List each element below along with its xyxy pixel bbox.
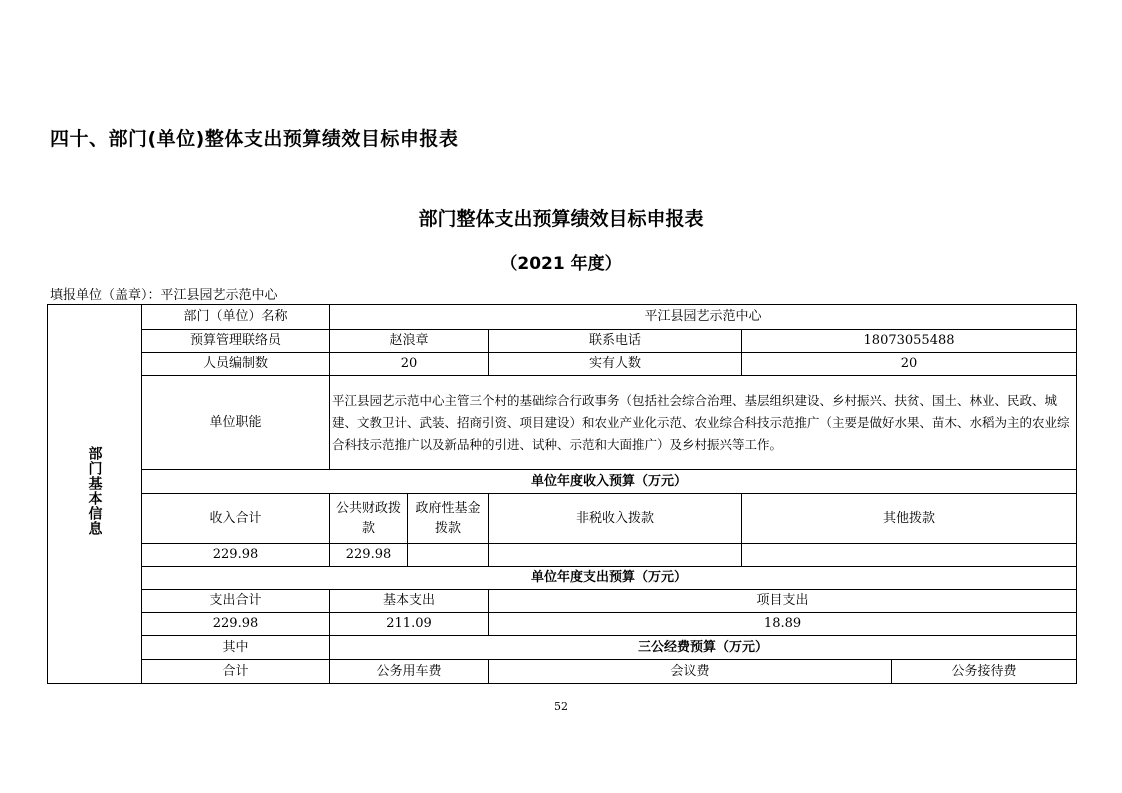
three-public-col-total: 合计 [142, 660, 330, 684]
table-row [48, 567, 1077, 590]
phone-label: 联系电话 [489, 330, 742, 353]
income-col-gov-fund: 政府性基金拨款 [408, 494, 489, 544]
actual-value: 20 [742, 353, 1077, 376]
income-val-nontax [489, 544, 742, 567]
table-row [48, 613, 1077, 636]
expense-val-project: 18.89 [489, 613, 1077, 636]
contact-label: 预算管理联络员 [142, 330, 330, 353]
table-row [48, 544, 1077, 567]
table-row [48, 660, 1077, 684]
income-val-other [742, 544, 1077, 567]
side-label: 部门基本信息 [86, 445, 103, 536]
table-row [48, 353, 1077, 376]
table-row [48, 330, 1077, 353]
section-title: 四十、部门(单位)整体支出预算绩效目标申报表 [50, 128, 459, 150]
year-label: （2021 年度） [500, 254, 622, 274]
contact-value: 赵浪章 [330, 330, 489, 353]
table-row [48, 470, 1077, 494]
three-public-header: 三公经费预算（万元） [330, 636, 1077, 660]
three-public-col-car: 公务用车费 [330, 660, 489, 684]
expense-col-total: 支出合计 [142, 590, 330, 613]
income-val-public: 229.98 [330, 544, 408, 567]
expense-col-basic: 基本支出 [330, 590, 489, 613]
duty-value: 平江县园艺示范中心主管三个村的基础综合行政事务（包括社会综合治理、基层组织建设、乡村振兴、扶贫、国土、林业、民政、城建、文教卫计、武装、招商引资、项目建设）和农业产业化示范、农业综合科技示范推广（主要是做好水果、苗木、水稻为主的农业综合科技示范推广以及新品种的引进、试种、示范和大面推广）及乡村振兴等工作。 [330, 376, 1077, 470]
staff-label: 人员编制数 [142, 353, 330, 376]
dept-label: 部门（单位）名称 [142, 305, 330, 330]
table-row [48, 305, 1077, 330]
table-row [48, 376, 1077, 470]
income-col-nontax: 非税收入拨款 [489, 494, 742, 544]
expense-header: 单位年度支出预算（万元） [142, 567, 1077, 590]
income-header: 单位年度收入预算（万元） [142, 470, 1077, 494]
income-val-gov-fund [408, 544, 489, 567]
three-public-col-meeting: 会议费 [489, 660, 892, 684]
duty-label: 单位职能 [142, 376, 330, 470]
filler-unit: 填报单位（盖章）：平江县园艺示范中心 [50, 288, 278, 303]
actual-label: 实有人数 [489, 353, 742, 376]
budget-table [47, 304, 1077, 684]
table-row [48, 636, 1077, 660]
page-number: 52 [554, 700, 568, 713]
table-row [48, 590, 1077, 613]
three-public-col-reception: 公务接待费 [892, 660, 1077, 684]
of-which-label: 其中 [142, 636, 330, 660]
expense-col-project: 项目支出 [489, 590, 1077, 613]
income-col-public: 公共财政拨款 [330, 494, 408, 544]
income-col-other: 其他拨款 [742, 494, 1077, 544]
dept-value: 平江县园艺示范中心 [330, 305, 1077, 330]
income-col-total: 收入合计 [142, 494, 330, 544]
table-row [48, 494, 1077, 544]
side-label-cell [48, 305, 142, 684]
table-title: 部门整体支出预算绩效目标申报表 [418, 208, 704, 230]
staff-value: 20 [330, 353, 489, 376]
expense-val-basic: 211.09 [330, 613, 489, 636]
expense-val-total: 229.98 [142, 613, 330, 636]
phone-value: 18073055488 [742, 330, 1077, 353]
income-val-total: 229.98 [142, 544, 330, 567]
